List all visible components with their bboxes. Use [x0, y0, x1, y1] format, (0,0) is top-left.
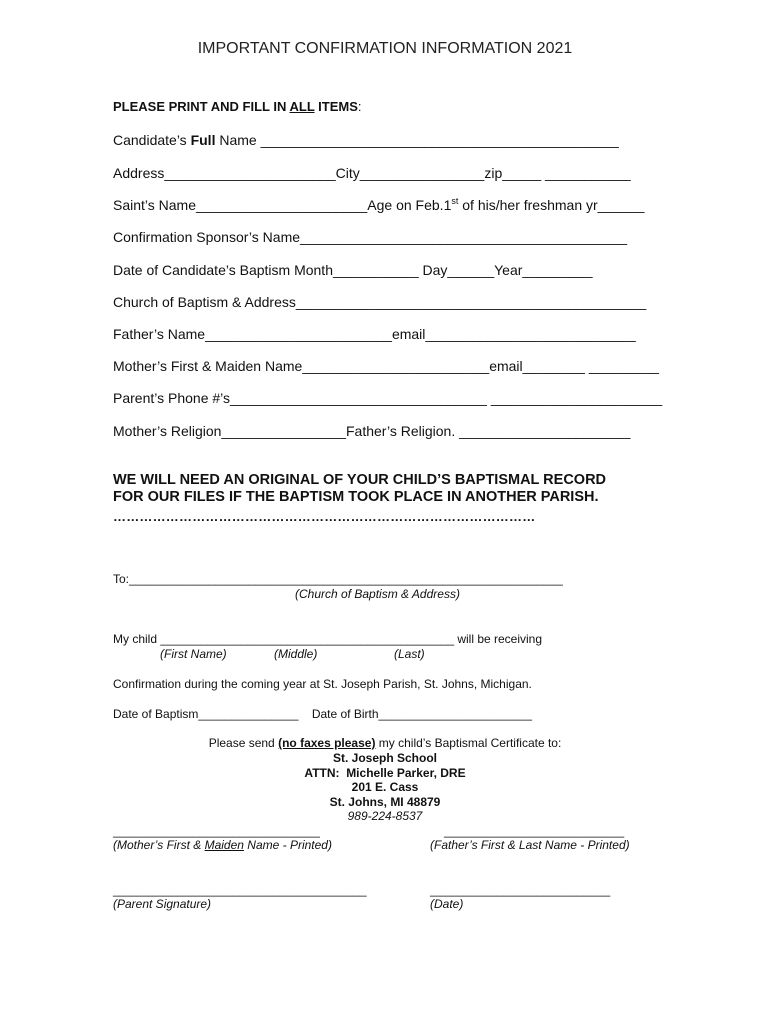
mother-name-line[interactable]: _______________________________ [113, 824, 320, 838]
school-name: St. Joseph School [332, 751, 437, 765]
send-instruction [0, 737, 770, 749]
send-pre: Please send [208, 736, 279, 750]
baptism-date-field[interactable]: Date of Candidate’s Baptism Month___________ Day______Year_________ [113, 262, 593, 278]
instructions-emphasis: ALL [289, 99, 315, 114]
father-field[interactable]: Father’s Name________________________email___________________________ [113, 326, 636, 342]
notice-line-1: WE WILL NEED AN ORIGINAL OF YOUR CHILD’S BAPTISMAL RECORD [113, 472, 607, 488]
instructions-prefix: PLEASE PRINT AND FILL IN [113, 99, 290, 114]
full-name-field[interactable] [113, 133, 619, 147]
middle-name-caption: (Middle) [274, 647, 318, 661]
parent-signature-line[interactable]: ______________________________________ [113, 883, 367, 897]
father-name-line[interactable]: ___________________________ [444, 824, 625, 838]
child-name-field[interactable]: My child ____________________________________________ will be receiving [113, 632, 543, 646]
street-address: 201 E. Cass [351, 780, 419, 794]
no-faxes-note: (no faxes please) [278, 736, 376, 750]
confirmation-statement: Confirmation during the coming year at St. Joseph Parish, St. Johns, Michigan. [113, 677, 532, 691]
instructions-colon: : [357, 99, 362, 114]
mother-field[interactable]: Mother’s First & Maiden Name________________________email________ _________ [113, 358, 659, 374]
full-name-label-bold: Full [190, 132, 216, 148]
city-state-zip: St. Johns, MI 48879 [329, 795, 441, 809]
saint-ordinal-suffix: st [451, 196, 459, 206]
religion-field[interactable]: Mother’s Religion________________Father’s Religion. ______________________ [113, 423, 631, 439]
sponsor-field[interactable]: Confirmation Sponsor’s Name__________________________________________ [113, 229, 628, 245]
freshman-year-line: of his/her freshman yr______ [458, 197, 645, 213]
mother-caption-post: Name - Printed) [243, 838, 332, 852]
full-name-line: Name ______________________________________________ [215, 132, 619, 148]
instructions [113, 100, 362, 113]
mother-name-caption [113, 839, 332, 851]
saint-name-field[interactable] [113, 198, 644, 212]
last-name-caption: (Last) [394, 647, 425, 661]
phone-field[interactable]: Parent’s Phone #’s_________________________________ ______________________ [113, 390, 663, 406]
dates-field[interactable]: Date of Baptism_______________ Date of Birth_______________________ [113, 707, 533, 721]
date-caption: (Date) [430, 897, 464, 911]
mother-caption-maiden: Maiden [204, 838, 244, 852]
school-phone: 989-224-8537 [347, 809, 423, 823]
saint-name-label: Saint’s Name______________________Age on Feb.1 [113, 197, 452, 213]
mother-caption-pre: (Mother’s First & [113, 838, 205, 852]
notice-line-2: FOR OUR FILES IF THE BAPTISM TOOK PLACE IN ANOTHER PARISH. [113, 489, 599, 505]
to-caption: (Church of Baptism & Address) [295, 587, 460, 601]
send-post: my child’s Baptismal Certificate to: [375, 736, 562, 750]
church-field[interactable]: Church of Baptism & Address_____________________________________________ [113, 294, 647, 310]
address-field[interactable]: Address______________________City________________zip_____ ___________ [113, 165, 631, 181]
attention-line: ATTN: Michelle Parker, DRE [304, 766, 466, 780]
date-line[interactable]: ___________________________ [430, 883, 611, 897]
father-name-caption: (Father’s First & Last Name - Printed) [430, 838, 630, 852]
page-title: IMPORTANT CONFIRMATION INFORMATION 2021 [197, 40, 573, 57]
to-field[interactable]: To:_________________________________________________________________ [113, 572, 563, 586]
separator-dots: …………………………………………………………………………………… [113, 509, 536, 524]
instructions-suffix: ITEMS [314, 99, 358, 114]
first-name-caption: (First Name) [160, 647, 227, 661]
parent-signature-caption: (Parent Signature) [113, 897, 212, 911]
full-name-label-pre: Candidate’s [113, 132, 191, 148]
